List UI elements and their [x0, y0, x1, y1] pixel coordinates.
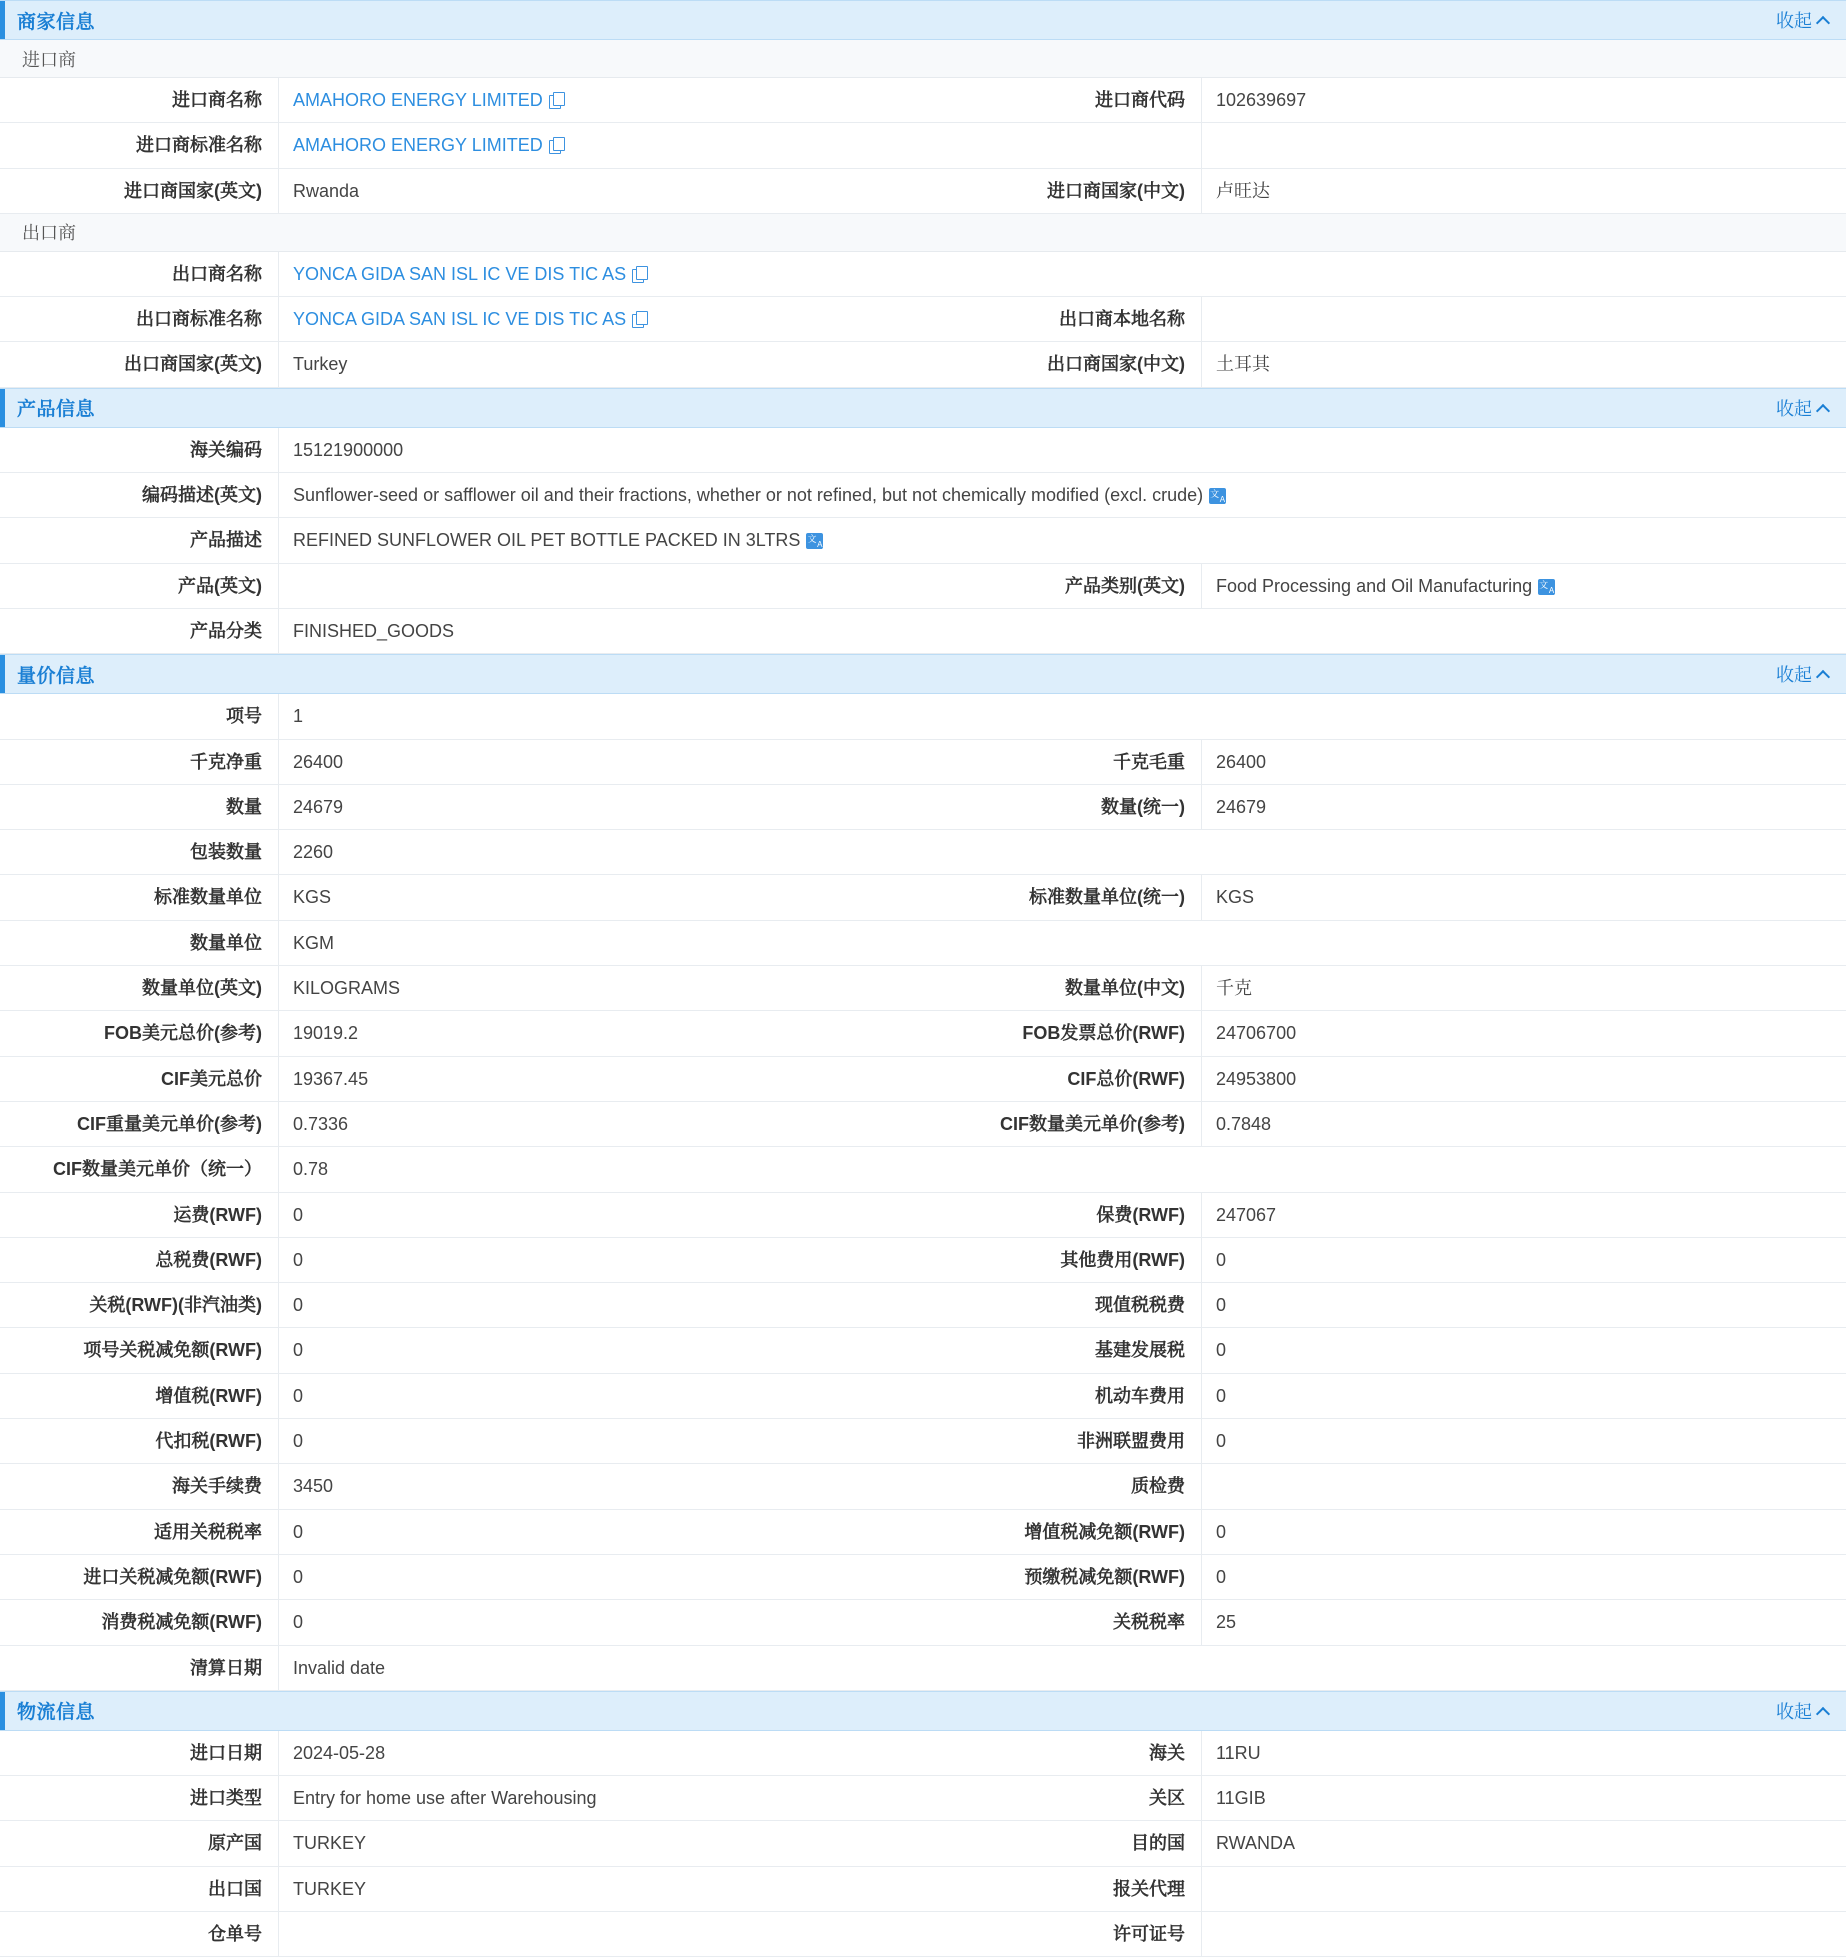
chevron-up-icon — [1816, 670, 1830, 684]
field-label: 机动车费用 — [923, 1374, 1201, 1418]
field-pair — [0, 1776, 923, 1820]
table-row — [0, 694, 1846, 739]
field-value: 26400 — [278, 740, 923, 784]
field-pair — [0, 830, 1846, 874]
field-label: 代扣税(RWF) — [0, 1419, 278, 1463]
group-label-importer: 进口商 — [22, 49, 76, 70]
table-row — [0, 1374, 1846, 1419]
field-pair — [0, 1057, 923, 1101]
table-row — [0, 1555, 1846, 1600]
field-value: 24706700 — [1201, 1011, 1846, 1055]
field-label: 仓单号 — [0, 1912, 278, 1956]
field-value — [278, 78, 923, 122]
field-label: 目的国 — [923, 1821, 1201, 1865]
field-value — [278, 252, 1846, 296]
field-label: 现值税税费 — [923, 1283, 1201, 1327]
field-label: CIF美元总价 — [0, 1057, 278, 1101]
field-value: 土耳其 — [1201, 342, 1846, 386]
field-pair — [923, 1057, 1846, 1101]
table-row — [0, 1193, 1846, 1238]
field-value: Entry for home use after Warehousing — [278, 1776, 923, 1820]
collapse-toggle-quantity-price[interactable] — [1776, 661, 1828, 687]
field-value: 11RU — [1201, 1731, 1846, 1775]
field-label: 进口类型 — [0, 1776, 278, 1820]
section-title-quantity-price: 量价信息 — [17, 665, 96, 687]
field-label: 海关 — [923, 1731, 1201, 1775]
translate-icon[interactable] — [1209, 488, 1226, 504]
field-label: 进口商名称 — [0, 78, 278, 122]
table-row — [0, 1821, 1846, 1866]
product-description-text: REFINED SUNFLOWER OIL PET BOTTLE PACKED IN 3LTRS — [293, 530, 801, 551]
field-pair — [0, 785, 923, 829]
table-row — [0, 473, 1846, 518]
table-row — [0, 609, 1846, 654]
table-row — [0, 1600, 1846, 1645]
collapse-label-logistics: 收起 — [1776, 1701, 1812, 1722]
field-pair — [0, 1193, 923, 1237]
field-value: 3450 — [278, 1464, 923, 1508]
field-label: 关税税率 — [923, 1600, 1201, 1644]
field-value: 0 — [278, 1600, 923, 1644]
field-value — [278, 123, 923, 167]
field-label: 千克净重 — [0, 740, 278, 784]
table-row — [0, 297, 1846, 342]
field-label: 总税费(RWF) — [0, 1238, 278, 1282]
field-label: 关区 — [923, 1776, 1201, 1820]
field-label: CIF总价(RWF) — [923, 1057, 1201, 1101]
field-value: 0 — [1201, 1283, 1846, 1327]
field-pair — [0, 1555, 923, 1599]
field-value — [278, 1912, 923, 1956]
field-value: 0 — [278, 1283, 923, 1327]
field-label: 出口商本地名称 — [923, 297, 1201, 341]
table-row — [0, 1238, 1846, 1283]
field-pair — [0, 123, 923, 167]
field-label: 产品分类 — [0, 609, 278, 653]
field-pair — [0, 1011, 923, 1055]
field-value: 0 — [278, 1510, 923, 1554]
table-row — [0, 1646, 1846, 1691]
field-pair — [923, 875, 1846, 919]
section-title-product: 产品信息 — [17, 399, 96, 421]
table-row — [0, 740, 1846, 785]
field-pair — [0, 1283, 923, 1327]
field-label: 清算日期 — [0, 1646, 278, 1690]
field-label: 数量单位(英文) — [0, 966, 278, 1010]
section-header-logistics — [0, 1691, 1846, 1731]
field-label: 数量(统一) — [923, 785, 1201, 829]
field-label: 标准数量单位(统一) — [923, 875, 1201, 919]
field-value: 19367.45 — [278, 1057, 923, 1101]
collapse-toggle-product[interactable] — [1776, 395, 1828, 421]
field-value: KGM — [278, 921, 1846, 965]
field-pair — [0, 518, 1846, 562]
table-row — [0, 1102, 1846, 1147]
field-pair — [0, 1646, 1846, 1690]
field-pair — [0, 966, 923, 1010]
field-value — [1201, 123, 1846, 167]
field-pair — [923, 1464, 1846, 1508]
table-row — [0, 1731, 1846, 1776]
field-value — [278, 564, 923, 608]
field-pair — [923, 1238, 1846, 1282]
field-pair — [0, 252, 1846, 296]
field-label: 非洲联盟费用 — [923, 1419, 1201, 1463]
field-value: Invalid date — [278, 1646, 1846, 1690]
field-label: 保费(RWF) — [923, 1193, 1201, 1237]
translate-icon[interactable] — [1538, 579, 1555, 595]
copy-icon[interactable] — [632, 266, 647, 282]
field-label: 产品描述 — [0, 518, 278, 562]
field-pair — [0, 169, 923, 213]
field-label: 适用关税税率 — [0, 1510, 278, 1554]
field-label: 出口国 — [0, 1867, 278, 1911]
field-pair — [923, 1374, 1846, 1418]
copy-icon[interactable] — [549, 92, 564, 108]
field-pair — [0, 1238, 923, 1282]
section-title-merchant: 商家信息 — [17, 11, 96, 33]
field-label: 千克毛重 — [923, 740, 1201, 784]
field-pair — [0, 875, 923, 919]
field-value: 26400 — [1201, 740, 1846, 784]
field-value: 15121900000 — [278, 428, 1846, 472]
table-row — [0, 1147, 1846, 1192]
field-value: 0 — [278, 1193, 923, 1237]
table-row — [0, 921, 1846, 966]
field-label: 原产国 — [0, 1821, 278, 1865]
field-pair — [923, 1731, 1846, 1775]
section-header-merchant — [0, 0, 1846, 40]
field-pair — [923, 169, 1846, 213]
field-pair — [0, 740, 923, 784]
field-value: 0 — [1201, 1238, 1846, 1282]
field-value: 19019.2 — [278, 1011, 923, 1055]
table-row — [0, 1776, 1846, 1821]
table-row — [0, 830, 1846, 875]
field-pair — [0, 1328, 923, 1372]
field-label: 基建发展税 — [923, 1328, 1201, 1372]
field-value — [1201, 297, 1846, 341]
field-label: 进口商标准名称 — [0, 123, 278, 167]
field-pair — [923, 740, 1846, 784]
field-value: KILOGRAMS — [278, 966, 923, 1010]
hs-description-text: Sunflower-seed or safflower oil and their fractions, whether or not refined, but not chemically modified (excl. crude) — [293, 485, 1204, 506]
field-pair — [0, 1147, 1846, 1191]
field-pair — [0, 1821, 923, 1865]
field-value: 0 — [278, 1238, 923, 1282]
field-label: 产品类别(英文) — [923, 564, 1201, 608]
field-label: 数量 — [0, 785, 278, 829]
field-value: 0 — [1201, 1374, 1846, 1418]
field-value: 25 — [1201, 1600, 1846, 1644]
table-row — [0, 785, 1846, 830]
collapse-label-quantity-price: 收起 — [1776, 665, 1812, 686]
field-value: 0 — [278, 1328, 923, 1372]
field-pair — [0, 1867, 923, 1911]
field-pair — [0, 1419, 923, 1463]
field-pair — [923, 1283, 1846, 1327]
field-label: 进口商国家(英文) — [0, 169, 278, 213]
field-pair — [923, 1193, 1846, 1237]
field-label: 出口商标准名称 — [0, 297, 278, 341]
table-row — [0, 1057, 1846, 1102]
field-value: KGS — [1201, 875, 1846, 919]
field-label: FOB发票总价(RWF) — [923, 1011, 1201, 1055]
field-value: 1 — [278, 694, 1846, 738]
table-row — [0, 1464, 1846, 1509]
field-value: 0 — [1201, 1328, 1846, 1372]
field-pair — [0, 921, 1846, 965]
group-header-exporter — [0, 214, 1846, 252]
table-row — [0, 1283, 1846, 1328]
exporter-standard-name-link[interactable]: YONCA GIDA SAN ISL IC VE DIS TIC AS — [293, 309, 627, 330]
field-label: 标准数量单位 — [0, 875, 278, 919]
collapse-toggle-logistics[interactable] — [1776, 1698, 1828, 1724]
field-label: 其他费用(RWF) — [923, 1238, 1201, 1282]
field-value: 24679 — [278, 785, 923, 829]
copy-icon[interactable] — [549, 137, 564, 153]
field-value: 102639697 — [1201, 78, 1846, 122]
table-row — [0, 1328, 1846, 1373]
field-label: 预缴税减免额(RWF) — [923, 1555, 1201, 1599]
collapse-toggle-merchant[interactable] — [1776, 7, 1828, 33]
field-pair — [923, 1510, 1846, 1554]
field-pair — [923, 1328, 1846, 1372]
field-value: Turkey — [278, 342, 923, 386]
field-value: 2024-05-28 — [278, 1731, 923, 1775]
field-value: 0 — [278, 1555, 923, 1599]
importer-name-link[interactable]: AMAHORO ENERGY LIMITED — [293, 90, 543, 110]
field-pair — [923, 1600, 1846, 1644]
exporter-name-link[interactable]: YONCA GIDA SAN ISL IC VE DIS TIC AS — [293, 263, 627, 284]
field-value: 0 — [1201, 1419, 1846, 1463]
field-pair — [0, 564, 923, 608]
field-label: 出口商国家(中文) — [923, 342, 1201, 386]
section-header-product — [0, 388, 1846, 428]
field-label: 海关手续费 — [0, 1464, 278, 1508]
field-pair — [923, 1776, 1846, 1820]
field-label: 进口日期 — [0, 1731, 278, 1775]
field-pair — [0, 1510, 923, 1554]
field-pair — [0, 1912, 923, 1956]
field-value: 11GIB — [1201, 1776, 1846, 1820]
field-value: 0 — [278, 1419, 923, 1463]
field-value: 卢旺达 — [1201, 169, 1846, 213]
field-label: FOB美元总价(参考) — [0, 1011, 278, 1055]
field-label: 进口商代码 — [923, 78, 1201, 122]
field-label: 数量单位(中文) — [923, 966, 1201, 1010]
field-value: 0 — [1201, 1510, 1846, 1554]
field-value: 0.7336 — [278, 1102, 923, 1146]
field-label: 项号 — [0, 694, 278, 738]
field-value: 0.78 — [278, 1147, 1846, 1191]
field-label: 出口商名称 — [0, 252, 278, 296]
table-row — [0, 123, 1846, 168]
field-value — [1201, 1912, 1846, 1956]
field-label — [923, 123, 1201, 167]
field-label: 增值税减免额(RWF) — [923, 1510, 1201, 1554]
field-value: 千克 — [1201, 966, 1846, 1010]
field-label: 运费(RWF) — [0, 1193, 278, 1237]
group-header-importer — [0, 40, 1846, 78]
table-row — [0, 252, 1846, 297]
field-value — [278, 518, 1846, 562]
field-label: 质检费 — [923, 1464, 1201, 1508]
field-value: RWANDA — [1201, 1821, 1846, 1865]
field-pair — [923, 1867, 1846, 1911]
chevron-up-icon — [1816, 404, 1830, 418]
field-pair — [0, 1374, 923, 1418]
field-label: 包装数量 — [0, 830, 278, 874]
field-label: 消费税减免额(RWF) — [0, 1600, 278, 1644]
field-label: CIF重量美元单价(参考) — [0, 1102, 278, 1146]
field-label: 海关编码 — [0, 428, 278, 472]
table-row — [0, 1510, 1846, 1555]
field-value: 247067 — [1201, 1193, 1846, 1237]
field-pair — [923, 297, 1846, 341]
field-value — [1201, 1464, 1846, 1508]
field-pair — [0, 1731, 923, 1775]
importer-standard-name-link[interactable]: AMAHORO ENERGY LIMITED — [293, 135, 543, 156]
field-pair — [923, 1419, 1846, 1463]
field-value: TURKEY — [278, 1821, 923, 1865]
chevron-up-icon — [1816, 16, 1830, 30]
field-pair — [923, 78, 1846, 122]
field-value — [1201, 1867, 1846, 1911]
table-row — [0, 1011, 1846, 1056]
field-value: KGS — [278, 875, 923, 919]
product-category-text: Food Processing and Oil Manufacturing — [1216, 575, 1533, 596]
field-label: 增值税(RWF) — [0, 1374, 278, 1418]
field-pair — [0, 342, 923, 386]
field-value: Rwanda — [278, 169, 923, 213]
field-pair — [923, 564, 1846, 608]
table-row — [0, 342, 1846, 387]
table-row — [0, 518, 1846, 563]
group-label-exporter: 出口商 — [22, 223, 76, 244]
field-label: 项号关税减免额(RWF) — [0, 1328, 278, 1372]
table-row — [0, 428, 1846, 473]
field-pair — [0, 1102, 923, 1146]
field-label: 报关代理 — [923, 1867, 1201, 1911]
table-row — [0, 875, 1846, 920]
collapse-label-product: 收起 — [1776, 398, 1812, 419]
field-pair — [923, 1011, 1846, 1055]
field-label: 许可证号 — [923, 1912, 1201, 1956]
field-value: 0.7848 — [1201, 1102, 1846, 1146]
field-value — [278, 297, 923, 341]
field-pair — [923, 1912, 1846, 1956]
field-label: 关税(RWF)(非汽油类) — [0, 1283, 278, 1327]
section-title-logistics: 物流信息 — [17, 1702, 96, 1724]
field-value: 24953800 — [1201, 1057, 1846, 1101]
table-row — [0, 169, 1846, 214]
field-pair — [923, 1102, 1846, 1146]
field-value: FINISHED_GOODS — [278, 609, 1846, 653]
field-label: CIF数量美元单价(参考) — [923, 1102, 1201, 1146]
field-pair — [923, 966, 1846, 1010]
table-row — [0, 966, 1846, 1011]
field-pair — [0, 297, 923, 341]
field-value: TURKEY — [278, 1867, 923, 1911]
field-label: 数量单位 — [0, 921, 278, 965]
field-pair — [0, 78, 923, 122]
field-pair-empty — [923, 123, 1846, 167]
field-value: 24679 — [1201, 785, 1846, 829]
field-value — [1201, 564, 1846, 608]
field-pair — [0, 473, 1846, 517]
table-row — [0, 1912, 1846, 1957]
chevron-up-icon — [1816, 1707, 1830, 1721]
table-row — [0, 78, 1846, 123]
field-value: 2260 — [278, 830, 1846, 874]
field-pair — [923, 1821, 1846, 1865]
table-row — [0, 564, 1846, 609]
field-label: 进口商国家(中文) — [923, 169, 1201, 213]
field-pair — [923, 785, 1846, 829]
field-pair — [0, 1600, 923, 1644]
translate-icon[interactable] — [806, 533, 823, 549]
field-value — [278, 473, 1846, 517]
field-label: 产品(英文) — [0, 564, 278, 608]
field-label: CIF数量美元单价（统一） — [0, 1147, 278, 1191]
section-header-quantity-price — [0, 654, 1846, 694]
field-pair — [923, 1555, 1846, 1599]
field-pair — [0, 694, 1846, 738]
field-value: 0 — [278, 1374, 923, 1418]
field-label: 进口关税减免额(RWF) — [0, 1555, 278, 1599]
table-row — [0, 1867, 1846, 1912]
field-pair — [923, 342, 1846, 386]
field-pair — [0, 1464, 923, 1508]
field-pair — [0, 609, 1846, 653]
table-row — [0, 1419, 1846, 1464]
collapse-label-merchant: 收起 — [1776, 11, 1812, 31]
field-label: 编码描述(英文) — [0, 473, 278, 517]
field-value: 0 — [1201, 1555, 1846, 1599]
copy-icon[interactable] — [632, 311, 647, 327]
field-pair — [0, 428, 1846, 472]
field-label: 出口商国家(英文) — [0, 342, 278, 386]
